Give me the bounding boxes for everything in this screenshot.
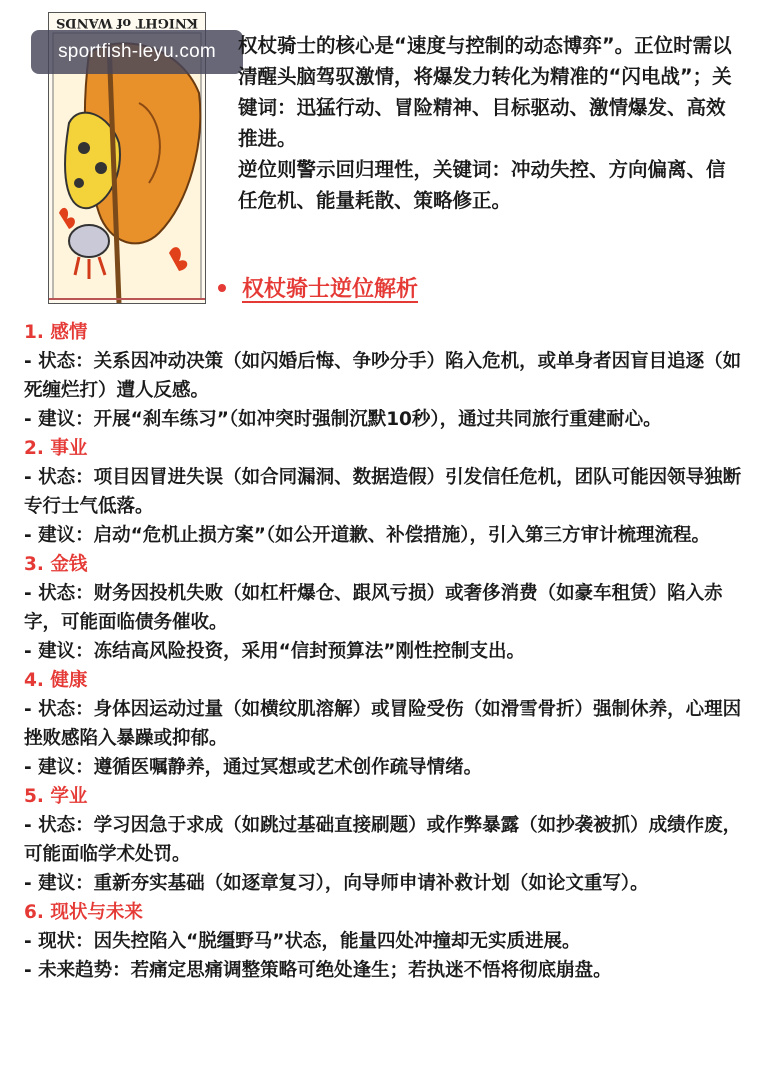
card-title: KNIGHT of WANDS bbox=[55, 15, 199, 30]
section-line: - 状态：学习因急于求成（如跳过基础直接刷题）或作弊暴露（如抄袭被抓）成绩作废，可能面临学术处罚。 bbox=[24, 815, 742, 865]
section-title: 4. 健康 bbox=[24, 670, 88, 691]
section-title: 5. 学业 bbox=[24, 786, 88, 807]
section-heading bbox=[218, 272, 418, 303]
section-line: - 建议：重新夯实基础（如逐章复习），向导师申请补救计划（如论文重写）。 bbox=[24, 873, 649, 894]
section-line: - 建议：遵循医嘱静养，通过冥想或艺术创作疏导情绪。 bbox=[24, 757, 483, 778]
bullet-dot-icon bbox=[218, 284, 226, 292]
section-line: - 状态：关系因冲动决策（如闪婚后悔、争吵分手）陷入危机，或单身者因盲目追逐（如死缠烂打）遭人反感。 bbox=[24, 351, 742, 401]
heading-text: 权杖骑士逆位解析 bbox=[242, 277, 419, 302]
section-line: - 状态：项目因冒进失误（如合同漏洞、数据造假）引发信任危机，团队可能因领导独断专行士气低落。 bbox=[24, 467, 742, 517]
section-line: - 现状：因失控陷入“脱缰野马”状态，能量四处冲撞却无实质进展。 bbox=[24, 931, 581, 952]
analysis-body bbox=[24, 318, 744, 985]
intro-paragraph: 权杖骑士的核心是“速度与控制的动态博弈”。正位时需以清醒头脑驾驭激情，将爆发力转化为精准的“闪电战”；关键词：迅猛行动、冒险精神、目标驱动、激情爆发、高效推进。 bbox=[238, 34, 732, 150]
intro-paragraph: 逆位则警示回归理性，关键词：冲动失控、方向偏离、信任危机、能量耗散、策略修正。 bbox=[238, 158, 726, 212]
section-line: - 建议：启动“危机止损方案”（如公开道歉、补偿措施），引入第三方审计梳理流程。 bbox=[24, 525, 710, 546]
section-title: 3. 金钱 bbox=[24, 554, 88, 575]
watermark-label: sportfish-leyu.com bbox=[31, 30, 243, 74]
section-line: - 状态：财务因投机失败（如杠杆爆仓、跟风亏损）或奢侈消费（如豪车租赁）陷入赤字，可能面临债务催收。 bbox=[24, 583, 723, 633]
section-title: 6. 现状与未来 bbox=[24, 902, 143, 923]
section-title: 2. 事业 bbox=[24, 438, 88, 459]
section-line: - 建议：开展“刹车练习”（如冲突时强制沉默10秒），通过共同旅行重建耐心。 bbox=[24, 409, 662, 430]
intro-text bbox=[238, 30, 738, 216]
section-title: 1. 感情 bbox=[24, 322, 88, 343]
section-line: - 未来趋势：若痛定思痛调整策略可绝处逢生；若执迷不悟将彻底崩盘。 bbox=[24, 960, 612, 981]
section-line: - 状态：身体因运动过量（如横纹肌溶解）或冒险受伤（如滑雪骨折）强制休养，心理因挫败感陷入暴躁或抑郁。 bbox=[24, 699, 742, 749]
section-line: - 建议：冻结高风险投资，采用“信封预算法”刚性控制支出。 bbox=[24, 641, 525, 662]
